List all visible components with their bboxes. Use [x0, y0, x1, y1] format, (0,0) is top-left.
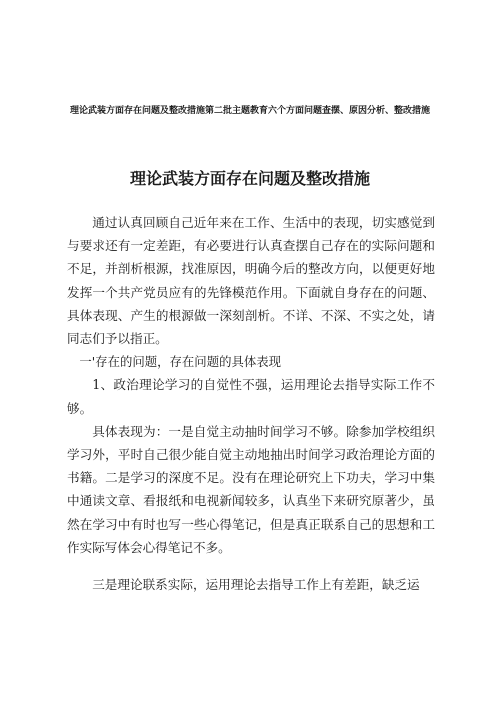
document-title: 理论武装方面存在问题及整改措施	[129, 169, 370, 188]
running-header: 理论武装方面存在问题及整改措施第二批主题教育六个方面问题查摆、原因分析、整改措施	[69, 106, 430, 116]
document-body	[67, 211, 435, 596]
problem-item-1: 1、政治理论学习的自觉性不强，运用理论去指导实际工作不够。	[67, 377, 435, 416]
detail-paragraph: 具体表现为：一是自觉主动抽时间学习不够。除参加学校组织学习外，平时自己很少能自觉主动地抽出时间学习政治理论方面的书籍。二是学习的深度不足。没有在理论研究上下功夫，学习中集中通读文章、看报纸和电视新闻较多，认真坐下来研究原著少，虽然在学习中有时也写一些心得笔记，但是真正联系自己的思想和工作实际写体会心得笔记不多。	[67, 423, 435, 555]
section-heading: 一'存在的问题，存在问题的具体表现	[79, 354, 282, 370]
continuation-paragraph: 三是理论联系实际，运用理论去指导工作上有差距，缺乏运	[92, 577, 420, 593]
intro-paragraph: 通过认真回顾自己近年来在工作、生活中的表现，切实感觉到与要求还有一定差距，有必要进行认真查摆自己存在的实际问题和不足，并剖析根源，找准原因，明确今后的整改方向，以便更好地发挥一个共产党员应有的先锋模范作用。下面就自身存在的问题、具体表现、产生的根源做一深刻剖析。不详、不深、不实之处，请同志们予以指正。	[67, 215, 435, 347]
